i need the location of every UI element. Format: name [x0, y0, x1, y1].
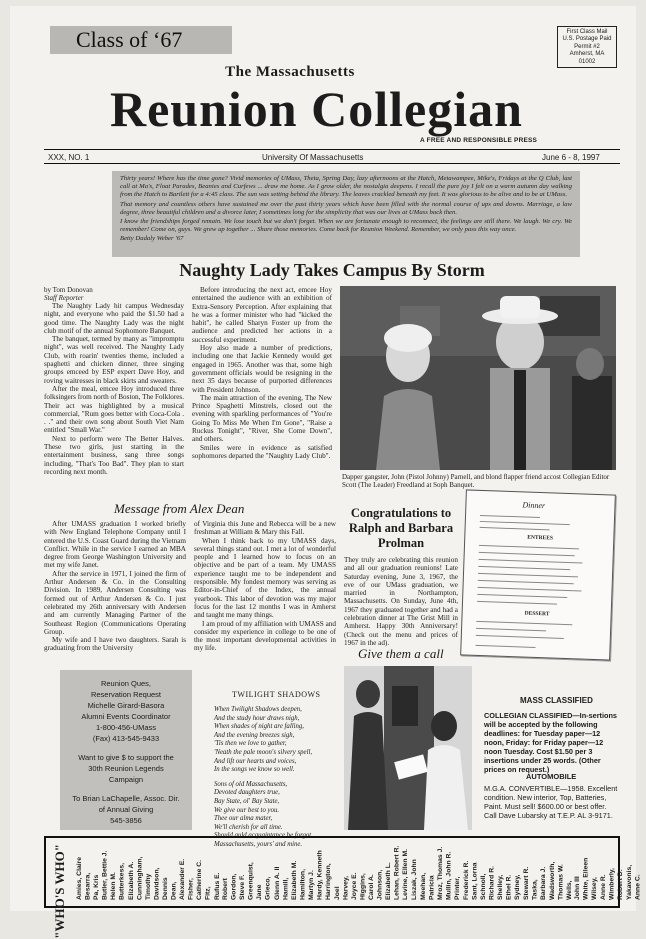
reunion-contact-box — [60, 670, 192, 830]
poem-line: Massachusetts, yours' and mine. — [214, 840, 303, 848]
whos-who-title-text: "WHO'S WHO" — [52, 844, 67, 939]
byline: by Tom Donovan — [44, 286, 93, 294]
intro-paragraph: That memory and countless others have sustained me over the past thirty years which have been filled with the normal course of ups and downs. Marriage, a law degree, three beautiful children and a divorce later, I sometimes long for the simplicity that was our lives at UMass back then. — [120, 200, 572, 216]
whos-who-entry: Helen M. Butterkess, — [110, 862, 126, 900]
whos-who-entry: Stewart R. Taska, Barbara J. — [522, 866, 548, 900]
intro-signature: Betty Dadaly Weber '67 — [120, 235, 184, 243]
postage-indicia — [557, 26, 617, 68]
lead-paragraph: Next to perform were The Better Halves. These two girls, just starting in the entertainment business, sang three songs including, "That's Too Bad". They plan to start recording next month. — [44, 434, 184, 476]
whos-who-entry: Rufus E. — [213, 872, 221, 900]
whos-who-entry: Joel Harvey, — [333, 875, 350, 900]
dean-paragraph: of Virginia this June and Rebecca will be a new freshman at William & Mary this Fall. — [194, 520, 336, 537]
dean-paragraph: When I think back to my UMASS days, several things stand out. I met a lot of wonderful people and I learned how to focus on an objective and be part of a team. My UMASS experience taught me to be independent and responsible. My fondest memory was serving as Editor-in-Chief of the Index, the annual yearbook. This labor of devotion was my major focus for the last 12 months I was in Amherst and taught me many things. — [194, 536, 336, 620]
whos-who-entry: Alexander E. Fisher, — [179, 858, 195, 900]
support-line: Campaign — [108, 775, 144, 784]
reunion-line: Reunion Ques, — [100, 679, 152, 688]
menu-title: Dinner — [522, 500, 546, 511]
dean-paragraph: I am proud of my affiliation with UMASS and consider my experience in college to be one of the most important developmental activities in my life. — [194, 619, 336, 653]
poem-line: In the songs we know so well. — [214, 766, 295, 774]
poem-line: Sons of old Massachusetts, — [214, 780, 288, 788]
dean-column-2 — [194, 520, 336, 653]
call-headline: Give them a call — [358, 646, 444, 661]
volume-number: XXX, NO. 1 — [48, 153, 90, 162]
poem-line: Devoted daughters true, — [214, 789, 280, 797]
byline-role: Staff Reporter — [44, 294, 84, 302]
whos-who-entry: Amies, Claire Besarra, — [76, 856, 92, 900]
whos-who-entry: Pa, Kris Butler, Bettie J. — [93, 850, 109, 900]
poem-line: When shades of night are falling, — [214, 723, 304, 731]
whos-who-entry: Mroz, Thomas J. Mullin, John R. Printer, — [436, 846, 462, 900]
photo-caption: Dapper gangster, John (Pistol Johnny) Parnell, and blond flapper friend accost Collegian Editor Scott (The Leader) Freedland at Soph Banquet. — [342, 473, 610, 489]
automobile-ad: M.G.A. CONVERTIBLE—1958. Excellent condition. New interior, Top, Batteries, Paint. Must sell! $600.00 or best offer. Call Dave Lubarsky at T.E.P. AL 3-9171. — [484, 784, 618, 820]
whos-who-entry: Schnoll, Richard R. — [479, 866, 496, 900]
masthead-rule-top — [44, 149, 620, 150]
class-of-67-banner: Class of ‘67 — [50, 26, 232, 54]
support-line: Want to give $ to support the — [78, 753, 174, 762]
classified-title: MASS CLASSIFIED — [520, 696, 593, 705]
banquet-photo — [340, 286, 616, 470]
whos-who-entry: Robert Gordon, — [222, 873, 238, 900]
whos-who-entry: Jane Grieco, — [256, 876, 273, 900]
whos-who-entry: John III White, Eileen Wilsey, — [574, 857, 599, 900]
reunion-line: (Fax) 413-545-9433 — [92, 734, 160, 743]
contact-line: To Brian LaChapelle, Assoc. Dir. — [72, 794, 180, 803]
lead-paragraph: Smiles were in evidence as satisfied sophomores departed the "Naughty Lady Club". — [192, 443, 332, 460]
whos-who-entry: Timothy Davidson, — [144, 867, 161, 900]
congrats-headline: Congratulations to Ralph and Barbara Prolman — [348, 506, 454, 550]
dean-paragraph: My wife and I have two daughters. Sarah is graduating from the University — [44, 636, 186, 653]
masthead-overline: The Massachusetts — [225, 64, 355, 80]
postage-line: 01002 — [578, 58, 596, 65]
lead-paragraph: Before introducing the next act, emcee Hoy entertained the audience with an exhibition of Extra-Sensory Perception. After explaining that he was a former minister who had "kicked the habit", he called Sharyn Foster up from the audience and predicted her actions in a successful experiment. — [192, 286, 332, 344]
automobile-heading: AUTOMOBILE — [526, 772, 577, 781]
lead-paragraph: The Naughty Lady hit campus Wednesday night, and everyone who paid the $1.50 had a good time. The Naughty Lady was the night club motif of the annual Sophomore Banquet. — [44, 302, 184, 335]
postage-line: Permit #2 — [574, 43, 600, 50]
poem-line: Thee our alma mater, — [214, 815, 273, 823]
tagline: A FREE AND RESPONSIBLE PRESS — [420, 137, 538, 144]
poem-line: Bay State, ol' Bay State, — [214, 797, 280, 805]
whos-who-entry: Dennis Dean, — [161, 877, 178, 900]
intro-paragraph: Thirty years! Where has the time gone? Vivid memories of UMass, Theta, Spring Day, lazy afternoons at the Hatch, Metawampee, Mike's, Fridays at the Q Club, last call at Ma's, Float Parades, Beanies and Curfews ... draw me home. As I grow older, the nostalgia deepens. I recall the pure joy I felt on a warm autumn day walking from the Hatch to Bartlett for a 4:45 class. The sun was setting behind the library. The leaves crackled beneath my feet. It was glorious to be alive and to be at UMass. — [120, 175, 572, 199]
banquet-photo-graphic — [340, 286, 616, 470]
whos-who-entry: Yakavonis, Anne C. — [626, 864, 642, 900]
lead-paragraph: The banquet, termed by many as "impromptu night", was well received. The Naughty Lady Club, with roarin' twenties theme, included a spaghetti and chicken dinner, three singing groups emceed by ESP expert Dave Hoy, and roving waitresses in black skirts and sweaters. — [44, 335, 184, 385]
intro-paragraph: I know the friendships forged remain. We lose touch but we don't forget. When we are fortunate enough to reconnect, the feelings are still there. We laugh. We cry. We remember! Come on, guys. We grew up together ... Share those memories. Come back for Reunion Weekend. Remember, we only pass this way once. — [120, 218, 572, 234]
whos-who-entry: Steve F. Greenquist, — [239, 862, 255, 900]
reunion-line: Alumni Events Coordinator — [81, 712, 171, 721]
postage-line: U.S. Postage Paid — [562, 36, 612, 43]
university-name: University Of Massachusetts — [262, 153, 364, 162]
poem-line: And lift our hearts and voices, — [214, 757, 297, 765]
postage-line: Amherst, MA — [569, 51, 605, 58]
reunion-line: Michelle Girard-Basora — [87, 701, 165, 710]
whos-who-entry: Martyn J. Hardy, Kenneth Harrington, — [308, 850, 333, 900]
lead-paragraph: After the meal, emcee Hoy introduced three folksingers from north of Boston, The Folklores. Their act was highlighted by a musical commercial, "Rum goes better with Coca-Cola . . ." and their own song about South Viet Nam entitled "Small War." — [44, 384, 185, 435]
reunion-line: Reservation Request — [90, 690, 162, 699]
lead-paragraph: Hoy also made a number of predictions, including one that Jackie Kennedy would get engaged in 1965. Another was that, some high government officials would be resigning in the next 35 days because of purported differences with President Johnson. — [192, 344, 332, 394]
poem-title: TWILIGHT SHADOWS — [232, 690, 321, 699]
contact-line: of Annual Giving — [98, 805, 154, 814]
whos-who-entry: Shelley, Ethel R. Sydney, — [497, 874, 522, 900]
poem-line: 'Neath the pale moon's silvery spell, — [214, 748, 313, 756]
whos-who-entry: Catherine C. Fitz, — [196, 859, 212, 900]
congrats-body: They truly are celebrating this reunion and all our graduation reunions! Late Saturday evening, June 3, 1967, the eve of our UMass graduation, we married in Northampton, Massachusetts. On Sunday, June 4th, 1967 they graduated together and had a celebration dinner at The Grist Mill in Amherst. Happy 30th Anniversary! (Check out the menu and prices of 1967 in the ad). — [344, 556, 458, 647]
whos-who-entry: Carol A. Johnson, — [368, 869, 384, 900]
dean-headline: Message from Alex Dean — [114, 501, 245, 516]
telephone-photo — [344, 666, 472, 830]
poem-line: When Twilight Shadows deepen, — [214, 706, 302, 713]
whos-who-entry: Elizabeth L. Lehan, Robert R. Levine, Ellen M. Liszak, John — [385, 845, 419, 900]
masthead-title: Reunion Collegian — [110, 81, 523, 137]
dean-paragraph: After UMASS graduation I worked briefly with New England Telephone Company until I entered the U.S. Coast Guard during the Vietnam Conflict. While in the service I earned an MBA degree from George Washington University and met my wife Janet. — [44, 520, 186, 570]
whos-who-entry: Glenn A. II Hamill, — [273, 866, 290, 900]
menu-section: DESSERT — [524, 610, 550, 618]
whos-who-entry: Joyce E. Higgins, — [351, 872, 367, 900]
issue-date: June 6 - 8, 1997 — [542, 153, 600, 162]
classified-notice: COLLEGIAN CLASSIFIED—In-sertions will be accepted by the following deadlines: for Tuesday paper—12 noon, Friday: for Friday paper—12 noon Tuesday. Cost $1.50 per 3 insertions under 25 words. (Other prices on request.) — [484, 711, 617, 774]
poem-line: We give our best to you. — [214, 806, 280, 814]
newspaper-page — [10, 6, 642, 939]
poem-line: 'Tis then we love to gather, — [214, 740, 287, 748]
whos-who-entry: Elizabeth A. Cunningham, — [127, 856, 144, 900]
lead-column-2 — [192, 286, 332, 460]
poem-line: And the study hour draws nigh, — [214, 714, 300, 722]
lead-headline: Naughty Lady Takes Campus By Storm — [179, 260, 485, 280]
reunion-line: 1-800-456-UMass — [95, 723, 157, 732]
lead-column-1 — [44, 286, 184, 476]
menu-section: ENTREES — [527, 534, 554, 542]
whos-who-entry: Meehan, Patricia — [419, 872, 436, 900]
menu-clipping — [460, 489, 616, 660]
poem-line: We'll cherish for all time. — [214, 823, 283, 831]
dean-paragraph: After the service in 1971, I joined the firm of Arthur Andersen & Co. in the Consulting Division. In 1989, Andersen Consulting was formed out of Arthur Andersen & Co. I just celebrated my 26th anniversary with Andersen and am currently Managing Partner of the Southeast Region (Communications Operating Group. — [44, 569, 186, 636]
whos-who-names — [76, 840, 642, 902]
masthead-rule-bottom — [44, 163, 620, 164]
postage-line: First Class Mail — [566, 29, 608, 35]
support-line: 30th Reunion Legends — [88, 764, 164, 773]
whos-who-entry: Elizabeth M. Hamilton, — [290, 860, 307, 900]
whos-who-entry: Wadsworth, Thomas W. Wells, — [548, 861, 573, 900]
poem-body — [214, 706, 336, 850]
whos-who-entry: Anne R. Wimberly, Robert D. — [600, 868, 625, 900]
whos-who-entry: Frederick R. Sant, Lorna — [462, 860, 479, 900]
intro-letter — [112, 171, 580, 257]
dean-column-1 — [44, 520, 186, 653]
lead-paragraph: The main attraction of the evening, The New Prince Spaghetti Minstrels, closed out the evening with sparkling performances of "You're Going To Miss Me When I'm Gone", "Raise a Ruckus Tonight", "River, She Come Down", and others. — [192, 393, 332, 444]
telephone-photo-graphic — [344, 666, 472, 830]
contact-line: 545-3856 — [110, 816, 142, 825]
poem-line: Should auld acquaintance be forgot, — [214, 832, 313, 840]
poem-line: And the evening breezes sigh, — [214, 731, 295, 739]
whos-who-title — [52, 844, 70, 939]
